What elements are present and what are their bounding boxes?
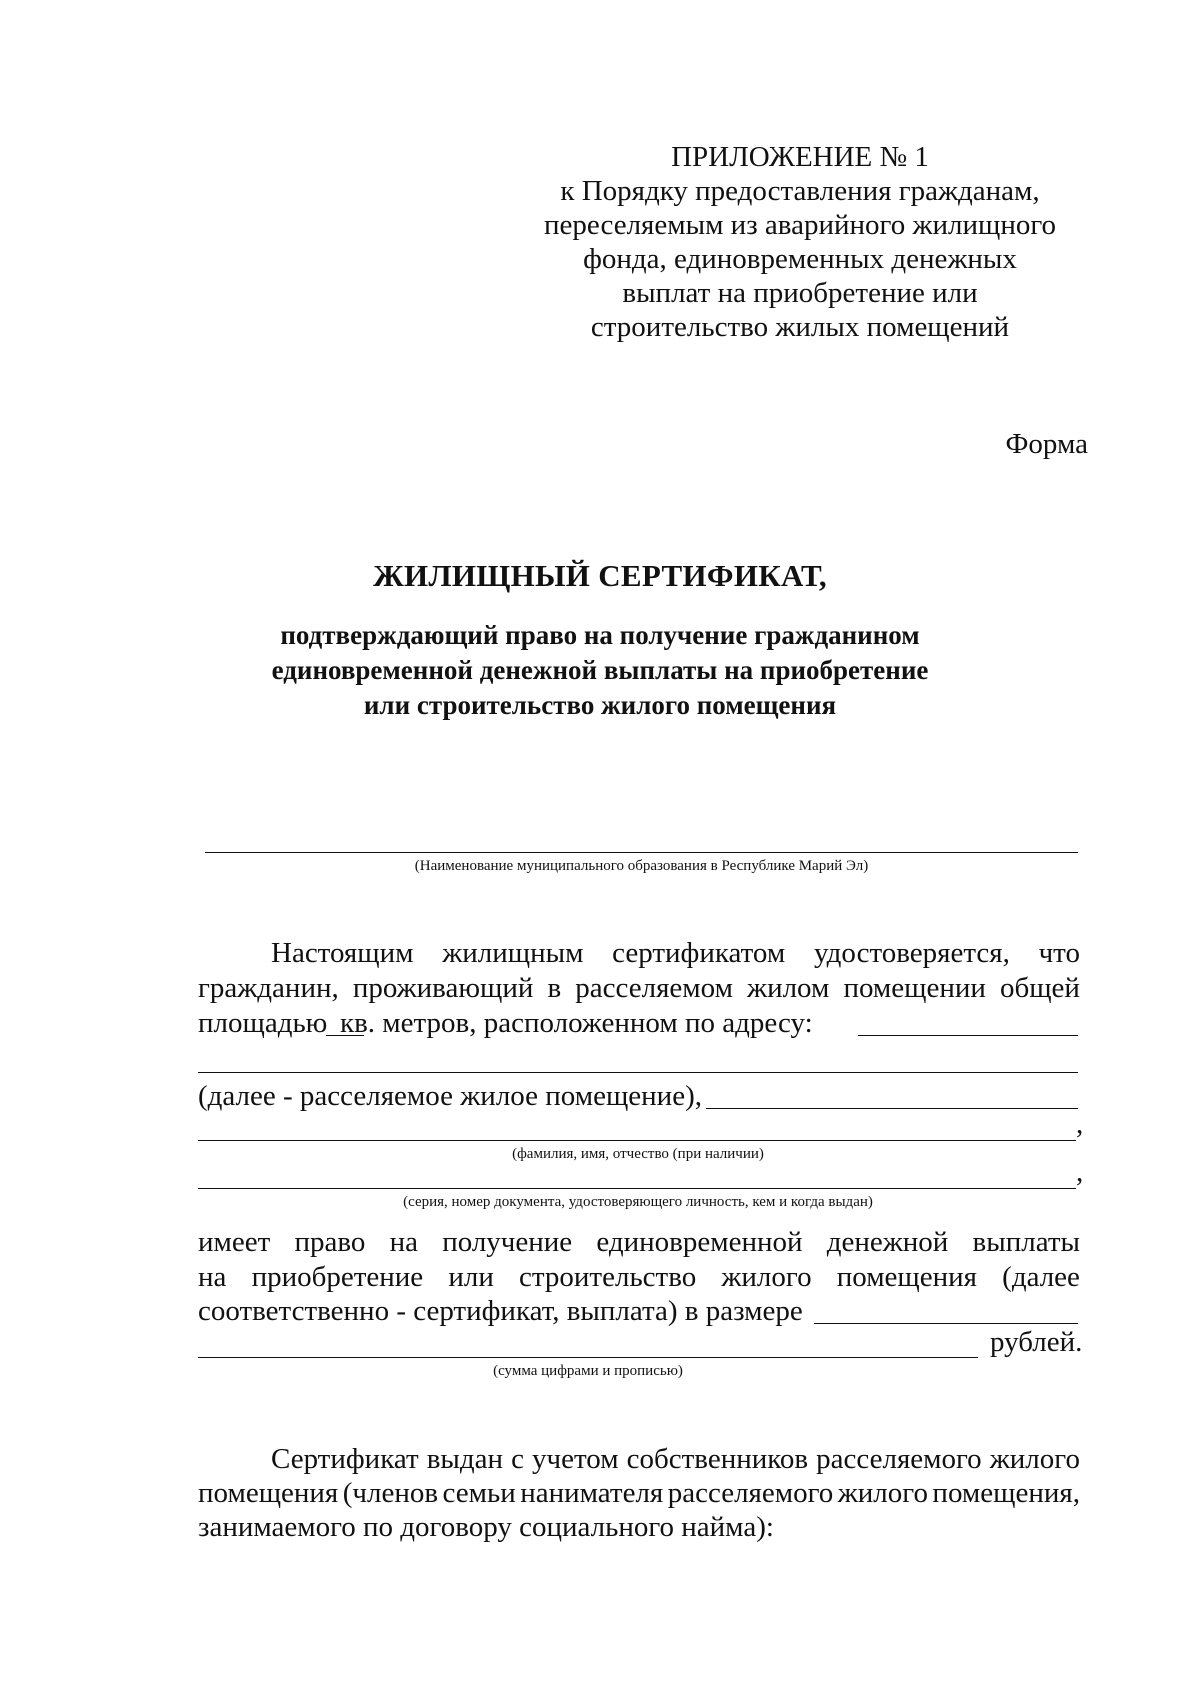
paragraph-line-tail bbox=[340, 1007, 813, 1040]
municipality-field-line[interactable] bbox=[205, 852, 1078, 853]
paragraph-line: гражданин, проживающий в расселяемом жилом помещении общей bbox=[198, 972, 1080, 1004]
fio-field-line[interactable] bbox=[198, 1140, 1076, 1141]
id-document-caption: (серия, номер документа, удостоверяющего личность, кем и когда выдан) bbox=[403, 1194, 873, 1210]
document-title: ЖИЛИЩНЫЙ СЕРТИФИКАТ, bbox=[373, 558, 827, 593]
address-label: кв. метров, расположенном по адресу: bbox=[340, 1007, 813, 1039]
address-field-line-2[interactable] bbox=[198, 1072, 1078, 1073]
rubles-label: рублей. bbox=[990, 1326, 1083, 1358]
paragraph-line: имеет право на получение единовременной денежной выплаты bbox=[198, 1226, 1080, 1258]
paragraph-line: (далее - расселяемое жилое помещение), bbox=[198, 1080, 702, 1112]
area-field-line[interactable] bbox=[326, 1035, 364, 1036]
appendix-line: строительство жилых помещений bbox=[590, 311, 1010, 343]
appendix-header bbox=[540, 140, 1060, 344]
paragraph-line: Настоящим жилищным сертификатом удостоверяется, что bbox=[271, 937, 1080, 969]
address-field-line[interactable] bbox=[858, 1035, 1078, 1036]
area-label: площадью bbox=[198, 1007, 328, 1039]
paragraph-line: занимаемого по договору социального найма): bbox=[198, 1511, 774, 1543]
id-document-comma: , bbox=[1076, 1156, 1084, 1188]
paragraph-line: помещения (членов семьи нанимателя расселяемого жилого помещения, bbox=[198, 1477, 1080, 1509]
amount-caption: (сумма цифрами и прописью) bbox=[493, 1363, 683, 1379]
subtitle-line: подтверждающий право на получение гражданином bbox=[280, 620, 920, 650]
fio-comma: , bbox=[1076, 1108, 1084, 1140]
amount-field-line[interactable] bbox=[814, 1323, 1078, 1324]
appendix-line: выплат на приобретение или bbox=[622, 277, 978, 309]
recipient-field-line[interactable] bbox=[706, 1108, 1078, 1109]
subtitle-line: единовременной денежной выплаты на приобретение bbox=[271, 655, 929, 685]
municipality-caption: (Наименование муниципального образования в Республике Марий Эл) bbox=[414, 858, 869, 874]
appendix-line: фонда, единовременных денежных bbox=[583, 243, 1017, 275]
subtitle-line: или строительство жилого помещения bbox=[363, 690, 837, 720]
fio-caption: (фамилия, имя, отчество (при наличии) bbox=[512, 1146, 764, 1162]
id-document-field-line[interactable] bbox=[198, 1188, 1076, 1189]
appendix-line: к Порядку предоставления гражданам, bbox=[560, 175, 1040, 207]
form-label: Форма bbox=[1005, 428, 1088, 460]
paragraph-line: Сертификат выдан с учетом собственников расселяемого жилого bbox=[271, 1443, 1080, 1475]
document-subtitle bbox=[0, 618, 1200, 723]
paragraph-line: соответственно - сертификат, выплата) в размере bbox=[198, 1295, 803, 1327]
appendix-line: переселяемым из аварийного жилищного bbox=[543, 209, 1057, 241]
appendix-line: ПРИЛОЖЕНИЕ № 1 bbox=[671, 141, 929, 173]
amount-words-field-line[interactable] bbox=[198, 1357, 978, 1358]
paragraph-line: на приобретение или строительство жилого помещения (далее bbox=[198, 1261, 1080, 1293]
